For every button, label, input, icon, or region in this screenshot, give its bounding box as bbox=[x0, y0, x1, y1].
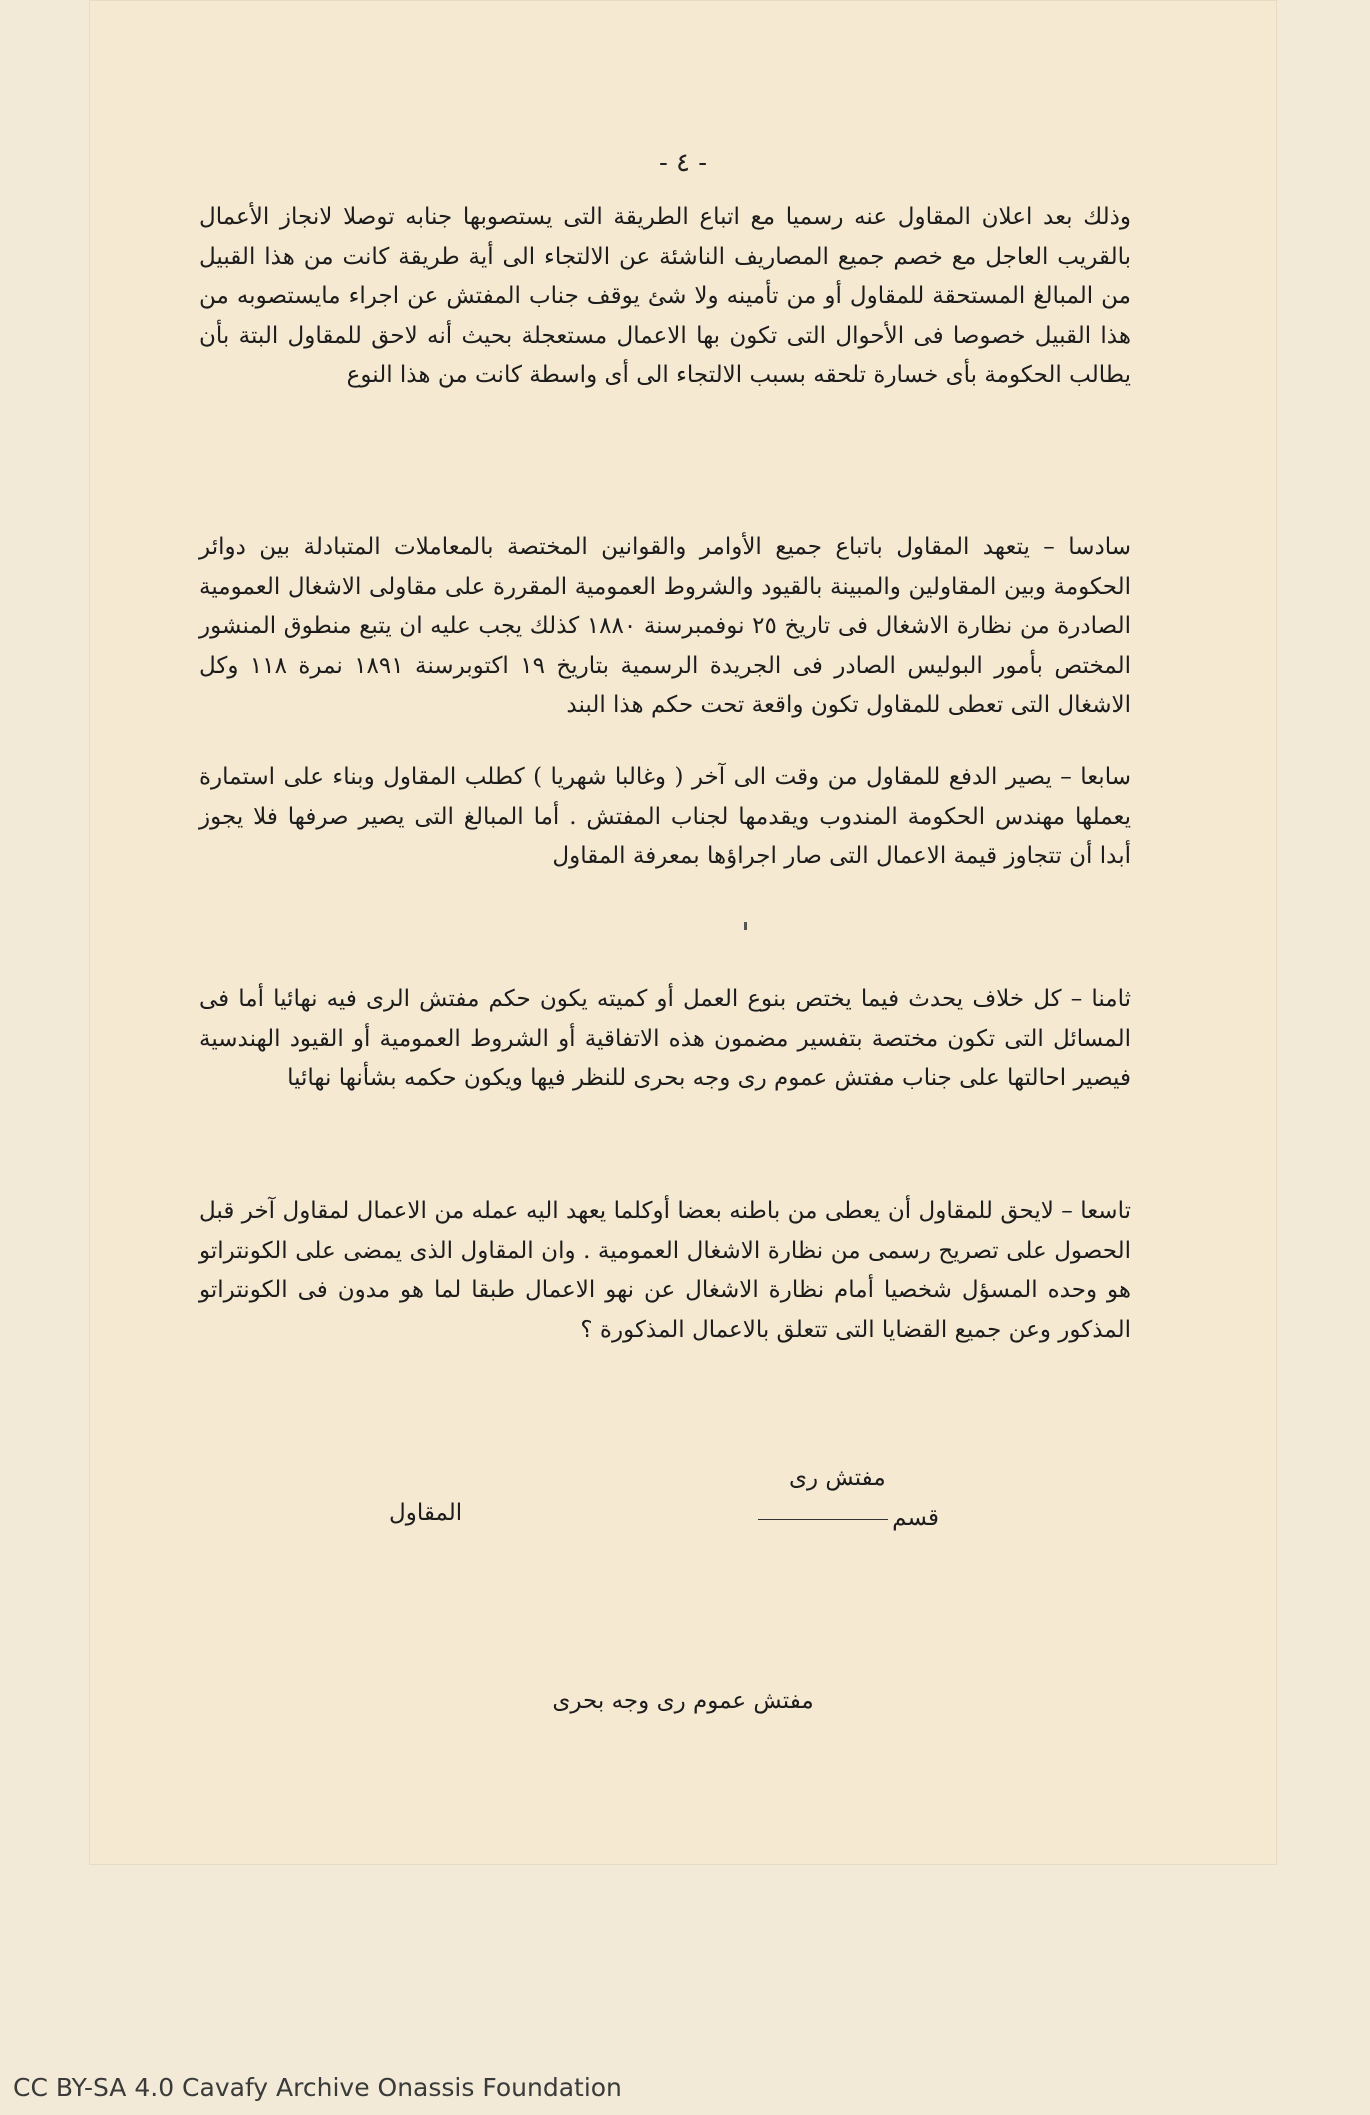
page-number: - ٤ - bbox=[658, 148, 708, 178]
signature-blank-line bbox=[758, 1519, 888, 1520]
paragraph-eighth: ثامنا – كل خلاف يحدث فيما يختص بنوع العمل أو كميته يكون حكم مفتش الرى فيه نهائيا أما فى المسائل التى تكون مختصة بتفسير مضمون هذه الاتفاقية أو الشروط العمومية أو القيود الهندسية فيصير احالتها على جناب مفتش عموم رى وجه بحرى للنظر فيها ويكون حكمه بشأنها نهائيا bbox=[199, 986, 1131, 1091]
paragraph-ninth: تاسعا – لايحق للمقاول أن يعطى من باطنه بعضا أوكلما يعهد اليه عمله من الاعمال لمقاول آخر قبل الحصول على تصريح رسمى من نظارة الاشغال العمومية . وان المقاول الذى يمضى على الكونتراتو هو وحده المسؤل شخصيا أمام نظارة الاشغال عن نهو الاعمال طبقا لما هو مدون فى الكونتراتو المذكور وعن جميع القضايا التى تتعلق بالاعمال المذكورة ؟ bbox=[199, 1198, 1131, 1343]
paragraph-sixth: سادسا – يتعهد المقاول باتباع جميع الأوامر والقوانين المختصة بالمعاملات المتبادلة بين دوائر الحكومة وبين المقاولين والمبينة بالقيود والشروط العمومية المقررة على مقاولى الاشغال العمومية الصادرة من نظارة الاشغال فى تاريخ ٢٥ نوفمبرسنة ١٨٨٠ كذلك يجب عليه ان يتبع منطوق المنشور المختص بأمور البوليس الصادر فى الجريدة الرسمية بتاريخ ١٩ اكتوبرسنة ١٨٩١ نمرة ١١٨ وكل الاشغال التى تعطى للمقاول تكون واقعة تحت حكم هذا البند bbox=[199, 534, 1131, 718]
license-credit: CC BY-SA 4.0 Cavafy Archive Onassis Foundation bbox=[13, 2073, 622, 2102]
signature-general-inspector: مفتش عموم رى وجه بحرى bbox=[552, 1688, 814, 1714]
section-label: قسم bbox=[892, 1505, 939, 1531]
ink-mark bbox=[744, 922, 747, 930]
signature-section-line bbox=[729, 1505, 939, 1531]
document-page bbox=[89, 0, 1277, 1865]
paragraph-seventh: سابعا – يصير الدفع للمقاول من وقت الى آخر ( وغالبا شهريا ) كطلب المقاول وبناء على استمارة يعملها مهندس الحكومة المندوب ويقدمها لجناب المفتش . أما المبالغ التى يصير صرفها فلا يجوز أبدا أن تتجاوز قيمة الاعمال التى صار اجراؤها بمعرفة المقاول bbox=[199, 764, 1131, 869]
signature-contractor: المقاول bbox=[389, 1500, 463, 1526]
signature-irrigation-inspector: مفتش رى bbox=[789, 1465, 886, 1491]
paragraph-continuation: وذلك بعد اعلان المقاول عنه رسميا مع اتباع الطريقة التى يستصوبها جنابه توصلا لانجاز الأعمال بالقريب العاجل مع خصم جميع المصاريف الناشئة عن الالتجاء الى أية طريقة كانت من هذا القبيل من المبالغ المستحقة للمقاول أو من تأمينه ولا شئ يوقف جناب المفتش عن اجراء مايستصوبه من هذا القبيل خصوصا فى الأحوال التى تكون بها الاعمال مستعجلة بحيث أنه لاحق للمقاول البتة بأن يطالب الحكومة بأى خسارة تلحقه بسبب الالتجاء الى أى واسطة كانت من هذا النوع bbox=[199, 204, 1131, 388]
